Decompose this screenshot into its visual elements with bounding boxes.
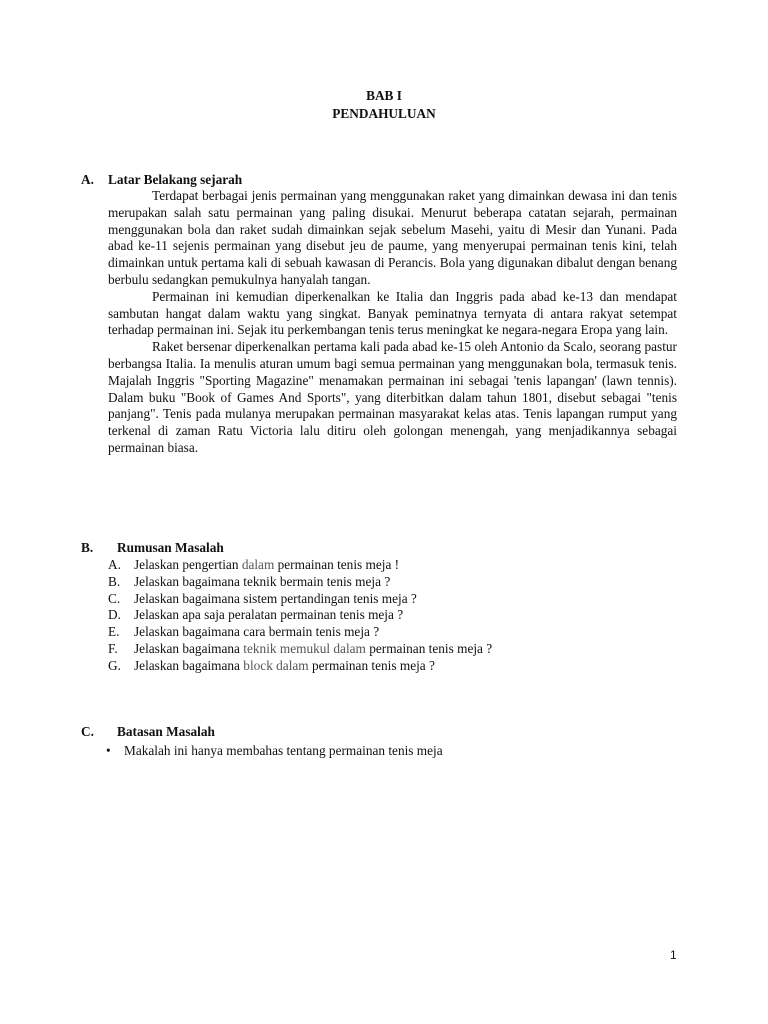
section-a-heading xyxy=(81,172,242,189)
list-item-text: Jelaskan bagaimana sistem pertandingan tenis meja ? xyxy=(134,590,417,606)
section-c-letter: C. xyxy=(81,724,94,739)
list-item-text: permainan tenis meja ? xyxy=(365,640,493,656)
list-item xyxy=(108,591,668,608)
section-a-title: Latar Belakang sejarah xyxy=(108,172,243,187)
list-item xyxy=(108,658,668,675)
highlighted-text: dalam xyxy=(241,557,275,572)
list-item-text: Jelaskan bagaimana xyxy=(134,640,244,656)
list-item-label: D. xyxy=(108,607,121,623)
section-b-letter: B. xyxy=(81,540,94,555)
paragraph: Raket bersenar diperkenalkan pertama kali pada abad ke-15 oleh Antonio da Scalo, seorang pastur berbangsa Italia. Ia menulis aturan umum bagi semua permainan yang menggunakan bola, termasuk tenis. Majalah Inggris "Sporting Magazine" menamakan permainan ini sebagai 'tenis lapangan' (lawn tennis). Dalam buku "Book of Games And Sports", yang diterbitkan dalam tahun 1801, disebut sebagai "tenis panjang". Tenis pada mulanya merupakan permainan masyarakat kelas atas. Tenis lapangan rumput yang terkenal di zaman Ratu Victoria lalu ditiru oleh golongan menengah, yang menjadikannya sebagai permainan biasa. xyxy=(108,339,677,455)
list-item-text: Jelaskan apa saja peralatan permainan tenis meja ? xyxy=(134,607,404,623)
section-b-heading xyxy=(81,540,224,557)
list-item-text: Jelaskan pengertian xyxy=(134,557,242,572)
list-item-text: Jelaskan bagaimana teknik bermain tenis meja ? xyxy=(134,573,391,589)
highlighted-text: block dalam xyxy=(243,657,309,673)
bullet-icon: • xyxy=(106,743,111,758)
paragraph: Terdapat berbagai jenis permainan yang menggunakan raket yang dimainkan dewasa ini dan tenis merupakan salah satu permainan yang paling disukai. Menurut beberapa catatan sejarah, permainan menggunakan bola dan raket sudah dimainkan sejak sebelum Masehi, yaitu di Mesir dan Yunani. Pada abad ke-11 sejenis permainan yang disebut jeu de paume, yang menyerupai permainan tenis kini, telah dimainkan untuk pertama kali di sebuah kawasan di Perancis. Bola yang digunakan dibalut dengan benang berbulu sedangkan pemukulnya hanyalah tangan. xyxy=(108,188,677,287)
paragraph: Permainan ini kemudian diperkenalkan ke Italia dan Inggris pada abad ke-13 dan mendapat sambutan hangat dalam waktu yang singkat. Banyak peminatnya ternyata di antara rakyat setempat terhadap permainan ini. Sejak itu perkembangan tenis terus meningkat ke negara-negara Eropa yang lain. xyxy=(108,288,677,338)
section-b-title: Rumusan Masalah xyxy=(117,540,224,555)
list-item-label: G. xyxy=(108,657,121,673)
list-item-text: permainan tenis meja ? xyxy=(308,657,435,673)
list-item xyxy=(108,624,668,641)
bullet-text: Makalah ini hanya membahas tentang permainan tenis meja xyxy=(124,743,443,758)
list-item-text: Jelaskan bagaimana cara bermain tenis meja ? xyxy=(134,624,380,640)
list-item-label: F. xyxy=(108,640,118,656)
section-c-title: Batasan Masalah xyxy=(117,724,215,739)
list-item xyxy=(108,574,668,591)
list-item-text: permainan tenis meja ! xyxy=(274,557,400,572)
section-a-body xyxy=(108,188,677,457)
list-item-label: A. xyxy=(108,557,121,572)
bullet-item xyxy=(106,743,443,760)
chapter-title: PENDAHULUAN xyxy=(332,106,436,121)
page-number: 1 xyxy=(670,948,677,962)
section-a-letter: A. xyxy=(81,172,94,187)
list-item xyxy=(108,607,668,624)
list-item-label: B. xyxy=(108,573,121,589)
list-item-text: Jelaskan bagaimana xyxy=(134,657,244,673)
list-item-label: C. xyxy=(108,590,121,606)
chapter-label: BAB I xyxy=(366,88,402,103)
problem-list xyxy=(108,557,668,675)
list-item xyxy=(108,557,668,574)
list-item xyxy=(108,641,668,658)
section-c-heading xyxy=(81,724,215,741)
highlighted-text: teknik memukul dalam xyxy=(243,640,366,656)
list-item-label: E. xyxy=(108,624,120,640)
